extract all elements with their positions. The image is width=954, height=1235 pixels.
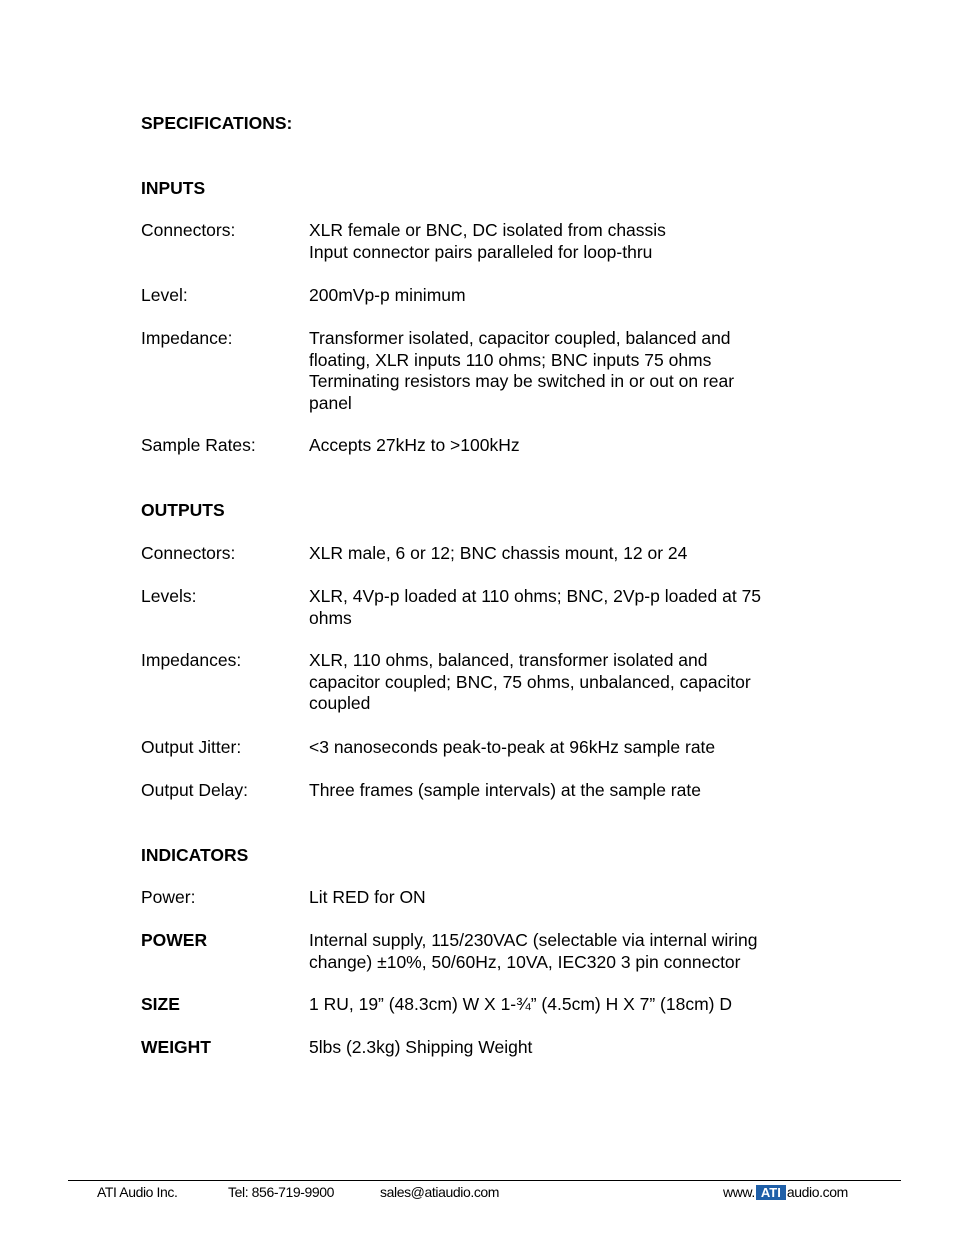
spec-line: XLR female or BNC, DC isolated from chassis xyxy=(309,220,666,240)
indicators-power-value xyxy=(309,887,809,909)
inputs-level-label: Level: xyxy=(141,285,188,305)
spec-line: Lit RED for ON xyxy=(309,887,426,907)
spec-line: coupled xyxy=(309,693,371,713)
page-title: SPECIFICATIONS: xyxy=(141,113,293,133)
spec-line: Input connector pairs paralleled for loop-thru xyxy=(309,241,653,262)
power-label: POWER xyxy=(141,930,208,950)
inputs-impedance-value xyxy=(309,328,809,414)
spec-line: XLR male, 6 or 12; BNC chassis mount, 12 or 24 xyxy=(309,543,688,563)
inputs-connectors-value xyxy=(309,220,809,263)
weight-label: WEIGHT xyxy=(141,1037,211,1057)
spec-line: XLR, 110 ohms, balanced, transformer isolated and xyxy=(309,650,708,670)
spec-line: Internal supply, 115/230VAC (selectable via internal wiring xyxy=(309,930,758,950)
inputs-level-value xyxy=(309,285,809,307)
outputs-levels-value xyxy=(309,586,809,629)
inputs-connectors-label: Connectors: xyxy=(141,220,236,240)
spec-line: XLR, 4Vp-p loaded at 110 ohms; BNC, 2Vp-p loaded at 75 xyxy=(309,586,762,606)
footer-rule xyxy=(68,1180,901,1181)
inputs-heading: INPUTS xyxy=(141,178,206,198)
inputs-impedance-label: Impedance: xyxy=(141,328,233,348)
spec-line: change) ±10%, 50/60Hz, 10VA, IEC320 3 pin connector xyxy=(309,951,741,972)
spec-line: 5lbs (2.3kg) Shipping Weight xyxy=(309,1037,533,1057)
outputs-delay-label: Output Delay: xyxy=(141,780,248,800)
inputs-sample-rates-label: Sample Rates: xyxy=(141,435,256,455)
indicators-power-label: Power: xyxy=(141,887,196,907)
spec-line: 1 RU, 19” (48.3cm) W X 1-¾” (4.5cm) H X 7” (18cm) D xyxy=(309,994,732,1014)
power-value xyxy=(309,930,809,973)
outputs-connectors-label: Connectors: xyxy=(141,543,236,563)
spec-line: Three frames (sample intervals) at the sample rate xyxy=(309,780,701,800)
footer-website[interactable] xyxy=(723,1183,848,1201)
outputs-impedances-value xyxy=(309,650,809,715)
footer-phone: Tel: 856-719-9900 xyxy=(228,1184,335,1200)
ati-logo: ATI xyxy=(756,1185,786,1200)
spec-line: 200mVp-p minimum xyxy=(309,285,466,305)
spec-line: capacitor coupled; BNC, 75 ohms, unbalanced, capacitor xyxy=(309,671,751,692)
weight-value xyxy=(309,1037,809,1059)
spec-line: ohms xyxy=(309,607,352,628)
size-label: SIZE xyxy=(141,994,180,1014)
spec-line: <3 nanoseconds peak-to-peak at 96kHz sample rate xyxy=(309,737,716,757)
outputs-delay-value xyxy=(309,780,809,802)
footer-company: ATI Audio Inc. xyxy=(97,1184,178,1200)
outputs-heading: OUTPUTS xyxy=(141,500,225,520)
website-suffix: audio.com xyxy=(786,1184,848,1200)
footer-email[interactable]: sales@atiaudio.com xyxy=(380,1184,500,1200)
outputs-levels-label: Levels: xyxy=(141,586,197,606)
outputs-jitter-value xyxy=(309,737,809,759)
spec-line: floating, XLR inputs 110 ohms; BNC inputs 75 ohms xyxy=(309,349,712,370)
spec-line: Accepts 27kHz to >100kHz xyxy=(309,435,520,455)
outputs-impedances-label: Impedances: xyxy=(141,650,242,670)
inputs-sample-rates-value xyxy=(309,435,809,457)
outputs-jitter-label: Output Jitter: xyxy=(141,737,242,757)
size-value xyxy=(309,994,809,1016)
spec-line: panel xyxy=(309,392,352,413)
spec-line: Terminating resistors may be switched in or out on rear xyxy=(309,371,735,391)
indicators-heading: INDICATORS xyxy=(141,845,249,865)
website-prefix: www. xyxy=(723,1184,755,1200)
outputs-connectors-value xyxy=(309,543,809,565)
spec-line: Transformer isolated, capacitor coupled, balanced and xyxy=(309,328,731,348)
